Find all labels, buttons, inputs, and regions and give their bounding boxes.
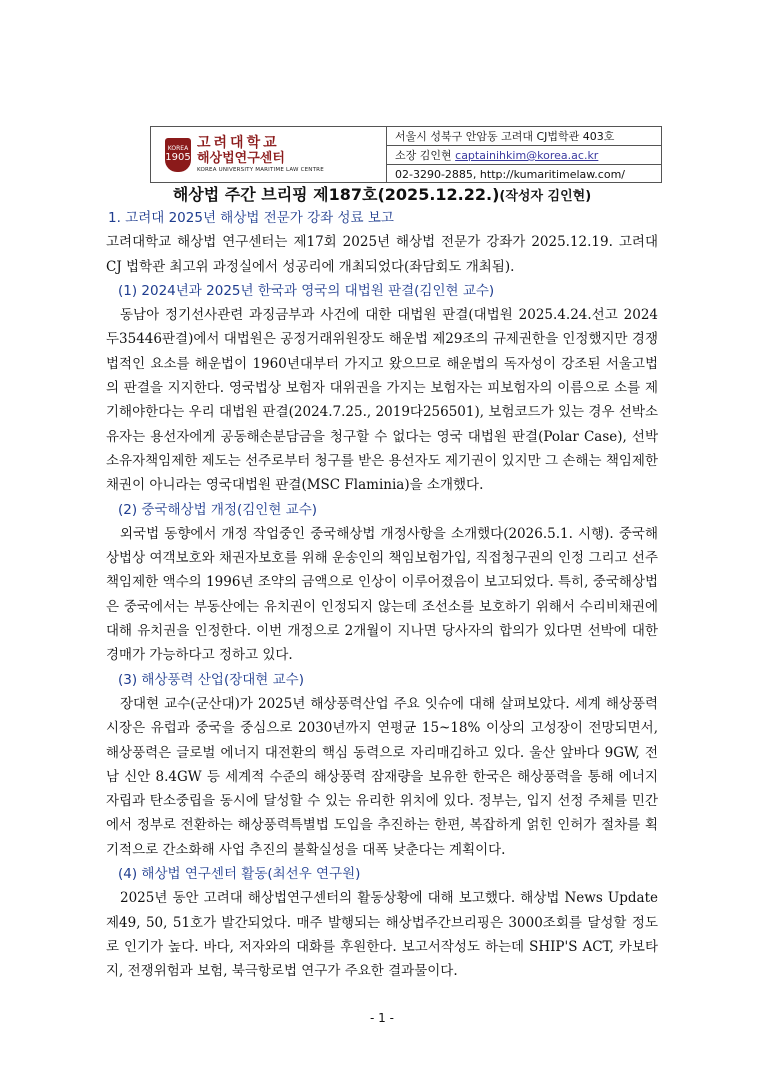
address: 서울시 성북구 안암동 고려대 CJ법학관 403호 <box>387 127 661 146</box>
subsection-heading-1: (1) 2024년과 2025년 한국과 영국의 대법원 판결(김인현 교수) <box>118 282 495 299</box>
page-number: - 1 - <box>370 1011 394 1025</box>
university-emblem-icon: KOREA 1905 <box>165 138 191 172</box>
section-heading: 1. 고려대 2025년 해상법 전문가 강좌 성료 보고 <box>108 210 394 226</box>
letterhead <box>150 126 662 183</box>
subsection-body-4: 2025년 동안 고려대 해상법연구센터의 활동상황에 대해 보고했다. 해상법 News Update 제49, 50, 51호가 발간되었다. 매주 발행되는 해상법주간브리핑은 3000조회를 달성할 정도로 인기가 높다. 바다, 저자와의 대화를 후원한다. 보고서작성도 하는데 SHIP'S ACT, 카보타지, 전쟁위험과 보험, 북극항로법 연구가 주요한 결과물이다. <box>106 890 658 980</box>
contact-info <box>386 126 662 183</box>
subsection-heading-3: (3) 해상풍력 산업(장대현 교수) <box>118 671 304 688</box>
logo-university-name: 고려대학교 <box>197 135 280 151</box>
title-main: 해상법 주간 브리핑 제187호(2025.12.22.) <box>172 185 500 204</box>
center-logo <box>150 126 386 183</box>
director-row <box>387 146 661 165</box>
section-intro: 고려대학교 해상법 연구센터는 제17회 2025년 해상법 전문가 강좌가 2025.12.19. 고려대 CJ 법학관 최고위 과정실에서 성공리에 개최되었다(좌담회도 개최됨). <box>106 234 658 275</box>
email-link[interactable]: captainihkim@korea.ac.kr <box>455 149 599 162</box>
subsection-heading-4: (4) 해상법 연구센터 활동(최선우 연구원) <box>118 866 361 883</box>
logo-center-name: 해상법연구센터 <box>197 151 285 166</box>
logo-center-english: KOREA UNIVERSITY MARITIME LAW CENTRE <box>197 167 324 173</box>
document-body <box>106 206 658 984</box>
briefing-title <box>0 184 764 208</box>
phone-website: 02-3290-2885, http://kumaritimelaw.com/ <box>395 168 625 181</box>
title-author: (작성자 김인현) <box>499 189 592 204</box>
subsection-heading-2: (2) 중국해상법 개정(김인현 교수) <box>118 501 318 518</box>
director-label: 소장 김인현 <box>395 149 452 162</box>
subsection-body-1: 동남아 정기선사관련 과징금부과 사건에 대한 대법원 판결(대법원 2025.4.24.선고 2024두35446판결)에서 대법원은 공정거래위원장도 해운법 제29조의 규제권한을 인정했지만 경쟁법적인 요소를 해운법이 1960년대부터 가지고 왔으므로 해운법의 독자성이 강조된 서울고법의 판결을 지지한다. 영국법상 보험자 대위권을 가지는 보험자는 피보험자의 이름으로 소를 제기해야한다는 우리 대법원 판결(2024.7.25., 2019다256501), 보험코드가 있는 경우 선박소유자는 용선자에게 공동해손분담금을 청구할 수 없다는 영국 대법원 판결(Polar Case), 선박소유자책임제한 제도는 선주로부터 청구를 받은 용선자도 제기권이 있지만 그 손해는 책임제한채권이 아니라는 영국대법원 판결(MSC Flaminia)을 소개했다. <box>106 307 658 494</box>
subsection-body-3: 장대현 교수(군산대)가 2025년 해상풍력산업 주요 잇슈에 대해 살펴보았다. 세계 해상풍력 시장은 유럽과 중국을 중심으로 2030년까지 연평균 15~18% 이상의 고성장이 전망되면서, 해상풍력은 글로벌 에너지 대전환의 핵심 동력으로 자리매김하고 있다. 울산 앞바다 9GW, 전남 신안 8.4GW 등 세계적 수준의 해상풍력 잠재량을 보유한 한국은 해상풍력을 통해 에너지 자립과 탄소중립을 동시에 달성할 수 있는 유리한 위치에 있다. 정부는, 입지 선정 주체를 민간에서 정부로 전환하는 해상풍력특별법 도입을 추진하는 한편, 복잡하게 얽힌 인허가 절차를 획기적으로 간소화해 사업 추진의 불확실성을 대폭 낮춘다는 계획이다. <box>106 695 658 858</box>
subsection-body-2: 외국법 동향에서 개정 작업중인 중국해상법 개정사항을 소개했다(2026.5.1. 시행). 중국해상법상 여객보호와 채권자보호를 위해 운송인의 책임보험가입, 직접청구권의 인정 그리고 선주책임제한 액수의 1996년 조약의 금액으로 인상이 이루어졌음이 보고되었다. 특히, 중국해상법은 중국에서는 부동산에는 유치권이 인정되지 않는데 조선소를 보호하기 위해서 수리비채권에 대해 유치권을 인정한다. 이번 개정으로 2개월이 지나면 당사자의 합의가 있다면 선박에 대한 경매가 가능하다고 정하고 있다. <box>106 525 658 664</box>
